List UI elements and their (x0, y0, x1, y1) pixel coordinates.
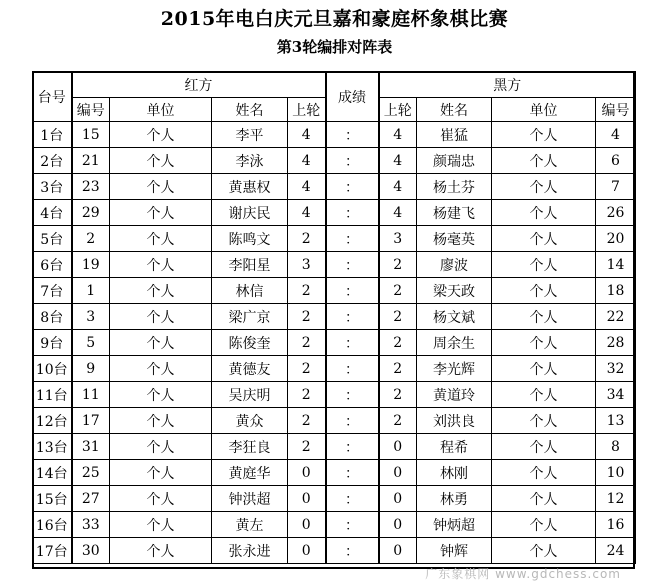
board-cell: 15台 (33, 486, 72, 512)
red-name-cell: 梁广京 (212, 304, 288, 330)
red-number-cell: 33 (72, 512, 110, 538)
black-name-cell: 钟炳超 (417, 512, 492, 538)
black-number-cell: 13 (596, 408, 636, 434)
black-number-cell: 6 (596, 148, 636, 174)
black-name-cell: 林刚 (417, 460, 492, 486)
table-row (33, 356, 636, 382)
black-prev-cell: 2 (379, 356, 417, 382)
black-name-cell: 杨建飞 (417, 200, 492, 226)
red-unit-cell: 个人 (110, 460, 212, 486)
table-row (33, 486, 636, 512)
black-name-cell: 杨毫英 (417, 226, 492, 252)
black-prev-cell: 0 (379, 538, 417, 564)
result-cell: ： (326, 382, 379, 408)
black-prev-cell: 2 (379, 304, 417, 330)
black-prev-cell: 4 (379, 122, 417, 148)
table-row (33, 330, 636, 356)
black-name-cell: 刘洪良 (417, 408, 492, 434)
black-unit-cell: 个人 (492, 356, 596, 382)
black-unit-cell: 个人 (492, 148, 596, 174)
black-number-cell: 10 (596, 460, 636, 486)
table-row (33, 122, 636, 148)
black-number-cell: 24 (596, 538, 636, 564)
red-unit-cell: 个人 (110, 304, 212, 330)
table-row (33, 200, 636, 226)
table-row (33, 460, 636, 486)
black-unit-cell: 个人 (492, 512, 596, 538)
watermark: 广东象棋网 www.gdchess.com (425, 567, 621, 581)
board-cell: 17台 (33, 538, 72, 564)
black-prev-cell: 4 (379, 174, 417, 200)
black-unit-cell: 个人 (492, 200, 596, 226)
result-cell: ： (326, 486, 379, 512)
black-prev-cell: 4 (379, 148, 417, 174)
red-unit-cell: 个人 (110, 278, 212, 304)
black-prev-cell: 0 (379, 434, 417, 460)
black-name-cell: 李光辉 (417, 356, 492, 382)
header-board: 台号 (33, 72, 72, 122)
result-cell: ： (326, 356, 379, 382)
black-unit-cell: 个人 (492, 330, 596, 356)
result-cell: ： (326, 122, 379, 148)
red-prev-cell: 3 (288, 252, 326, 278)
black-prev-cell: 2 (379, 330, 417, 356)
red-number-cell: 23 (72, 174, 110, 200)
black-prev-cell: 0 (379, 486, 417, 512)
table-row (33, 408, 636, 434)
black-name-cell: 崔猛 (417, 122, 492, 148)
red-unit-cell: 个人 (110, 382, 212, 408)
black-unit-cell: 个人 (492, 122, 596, 148)
black-number-cell: 18 (596, 278, 636, 304)
red-number-cell: 2 (72, 226, 110, 252)
table-row (33, 538, 636, 564)
black-prev-cell: 3 (379, 226, 417, 252)
black-number-cell: 34 (596, 382, 636, 408)
black-number-cell: 12 (596, 486, 636, 512)
header-black-number: 编号 (596, 98, 636, 122)
result-cell: ： (326, 512, 379, 538)
page-title: 2015年电白庆元旦嘉和豪庭杯象棋比赛 (160, 8, 509, 30)
table-row (33, 278, 636, 304)
result-cell: ： (326, 304, 379, 330)
board-cell: 6台 (33, 252, 72, 278)
red-unit-cell: 个人 (110, 174, 212, 200)
red-prev-cell: 0 (288, 460, 326, 486)
red-prev-cell: 2 (288, 330, 326, 356)
red-unit-cell: 个人 (110, 200, 212, 226)
result-cell: ： (326, 278, 379, 304)
black-unit-cell: 个人 (492, 278, 596, 304)
red-name-cell: 陈俊奎 (212, 330, 288, 356)
red-name-cell: 钟洪超 (212, 486, 288, 512)
red-unit-cell: 个人 (110, 408, 212, 434)
board-cell: 3台 (33, 174, 72, 200)
result-cell: ： (326, 226, 379, 252)
result-cell: ： (326, 200, 379, 226)
red-unit-cell: 个人 (110, 512, 212, 538)
black-unit-cell: 个人 (492, 460, 596, 486)
header-result: 成绩 (326, 72, 379, 122)
red-name-cell: 吴庆明 (212, 382, 288, 408)
table-row (33, 434, 636, 460)
red-prev-cell: 2 (288, 278, 326, 304)
table-row (33, 512, 636, 538)
black-unit-cell: 个人 (492, 252, 596, 278)
red-name-cell: 李平 (212, 122, 288, 148)
red-prev-cell: 2 (288, 226, 326, 252)
red-number-cell: 15 (72, 122, 110, 148)
red-prev-cell: 0 (288, 486, 326, 512)
header-red-number: 编号 (72, 98, 110, 122)
header-red: 红方 (72, 72, 326, 98)
black-name-cell: 黄道玲 (417, 382, 492, 408)
board-cell: 16台 (33, 512, 72, 538)
red-number-cell: 21 (72, 148, 110, 174)
black-unit-cell: 个人 (492, 434, 596, 460)
board-cell: 9台 (33, 330, 72, 356)
black-prev-cell: 2 (379, 252, 417, 278)
table-row (33, 148, 636, 174)
red-number-cell: 17 (72, 408, 110, 434)
black-prev-cell: 2 (379, 382, 417, 408)
red-prev-cell: 4 (288, 122, 326, 148)
board-cell: 11台 (33, 382, 72, 408)
table-row (33, 174, 636, 200)
table-row (33, 252, 636, 278)
table-row (33, 226, 636, 252)
result-cell: ： (326, 460, 379, 486)
board-cell: 7台 (33, 278, 72, 304)
black-number-cell: 4 (596, 122, 636, 148)
red-unit-cell: 个人 (110, 486, 212, 512)
red-name-cell: 黄惠权 (212, 174, 288, 200)
red-prev-cell: 0 (288, 512, 326, 538)
board-cell: 8台 (33, 304, 72, 330)
black-number-cell: 32 (596, 356, 636, 382)
black-name-cell: 廖波 (417, 252, 492, 278)
red-name-cell: 李阳星 (212, 252, 288, 278)
header-black-unit: 单位 (492, 98, 596, 122)
red-number-cell: 3 (72, 304, 110, 330)
black-name-cell: 颜瑞忠 (417, 148, 492, 174)
red-number-cell: 25 (72, 460, 110, 486)
black-name-cell: 杨文斌 (417, 304, 492, 330)
red-prev-cell: 2 (288, 304, 326, 330)
black-number-cell: 22 (596, 304, 636, 330)
red-prev-cell: 4 (288, 200, 326, 226)
red-prev-cell: 2 (288, 356, 326, 382)
result-cell: ： (326, 252, 379, 278)
board-cell: 12台 (33, 408, 72, 434)
board-cell: 2台 (33, 148, 72, 174)
header-black: 黑方 (379, 72, 636, 98)
black-number-cell: 14 (596, 252, 636, 278)
red-name-cell: 黄庭华 (212, 460, 288, 486)
black-number-cell: 28 (596, 330, 636, 356)
header-red-name: 姓名 (212, 98, 288, 122)
red-number-cell: 11 (72, 382, 110, 408)
red-prev-cell: 4 (288, 174, 326, 200)
header-black-prev: 上轮 (379, 98, 417, 122)
black-number-cell: 26 (596, 200, 636, 226)
red-unit-cell: 个人 (110, 226, 212, 252)
result-cell: ： (326, 330, 379, 356)
table-row (33, 304, 636, 330)
black-prev-cell: 2 (379, 278, 417, 304)
red-name-cell: 陈鸣文 (212, 226, 288, 252)
red-unit-cell: 个人 (110, 434, 212, 460)
black-unit-cell: 个人 (492, 174, 596, 200)
header-red-prev: 上轮 (288, 98, 326, 122)
red-number-cell: 31 (72, 434, 110, 460)
black-name-cell: 周余生 (417, 330, 492, 356)
red-name-cell: 李狂良 (212, 434, 288, 460)
black-unit-cell: 个人 (492, 486, 596, 512)
black-unit-cell: 个人 (492, 538, 596, 564)
board-cell: 5台 (33, 226, 72, 252)
black-name-cell: 杨土芬 (417, 174, 492, 200)
black-number-cell: 7 (596, 174, 636, 200)
red-prev-cell: 2 (288, 434, 326, 460)
red-prev-cell: 2 (288, 408, 326, 434)
black-unit-cell: 个人 (492, 304, 596, 330)
black-name-cell: 林勇 (417, 486, 492, 512)
red-name-cell: 黄德友 (212, 356, 288, 382)
board-cell: 13台 (33, 434, 72, 460)
red-unit-cell: 个人 (110, 538, 212, 564)
red-prev-cell: 0 (288, 538, 326, 564)
result-cell: ： (326, 408, 379, 434)
red-prev-cell: 2 (288, 382, 326, 408)
red-number-cell: 5 (72, 330, 110, 356)
black-prev-cell: 0 (379, 512, 417, 538)
red-number-cell: 19 (72, 252, 110, 278)
black-name-cell: 程希 (417, 434, 492, 460)
red-unit-cell: 个人 (110, 356, 212, 382)
red-unit-cell: 个人 (110, 252, 212, 278)
red-name-cell: 林信 (212, 278, 288, 304)
black-prev-cell: 0 (379, 460, 417, 486)
black-number-cell: 8 (596, 434, 636, 460)
red-name-cell: 黄众 (212, 408, 288, 434)
page-subtitle: 第3轮编排对阵表 (276, 38, 393, 56)
black-name-cell: 梁天政 (417, 278, 492, 304)
black-unit-cell: 个人 (492, 382, 596, 408)
black-prev-cell: 4 (379, 200, 417, 226)
red-name-cell: 李泳 (212, 148, 288, 174)
result-cell: ： (326, 434, 379, 460)
result-cell: ： (326, 174, 379, 200)
red-number-cell: 9 (72, 356, 110, 382)
black-unit-cell: 个人 (492, 408, 596, 434)
pairing-table (32, 71, 636, 564)
red-prev-cell: 4 (288, 148, 326, 174)
header-black-name: 姓名 (417, 98, 492, 122)
red-name-cell: 黄左 (212, 512, 288, 538)
board-cell: 10台 (33, 356, 72, 382)
black-number-cell: 16 (596, 512, 636, 538)
black-unit-cell: 个人 (492, 226, 596, 252)
red-number-cell: 30 (72, 538, 110, 564)
red-unit-cell: 个人 (110, 330, 212, 356)
header-row-groups (33, 72, 636, 98)
board-cell: 14台 (33, 460, 72, 486)
red-name-cell: 张永进 (212, 538, 288, 564)
header-red-unit: 单位 (110, 98, 212, 122)
black-number-cell: 20 (596, 226, 636, 252)
board-cell: 4台 (33, 200, 72, 226)
board-cell: 1台 (33, 122, 72, 148)
result-cell: ： (326, 538, 379, 564)
red-name-cell: 谢庆民 (212, 200, 288, 226)
result-cell: ： (326, 148, 379, 174)
black-name-cell: 钟辉 (417, 538, 492, 564)
red-unit-cell: 个人 (110, 122, 212, 148)
red-number-cell: 1 (72, 278, 110, 304)
table-row (33, 382, 636, 408)
red-number-cell: 27 (72, 486, 110, 512)
red-number-cell: 29 (72, 200, 110, 226)
red-unit-cell: 个人 (110, 148, 212, 174)
black-prev-cell: 2 (379, 408, 417, 434)
